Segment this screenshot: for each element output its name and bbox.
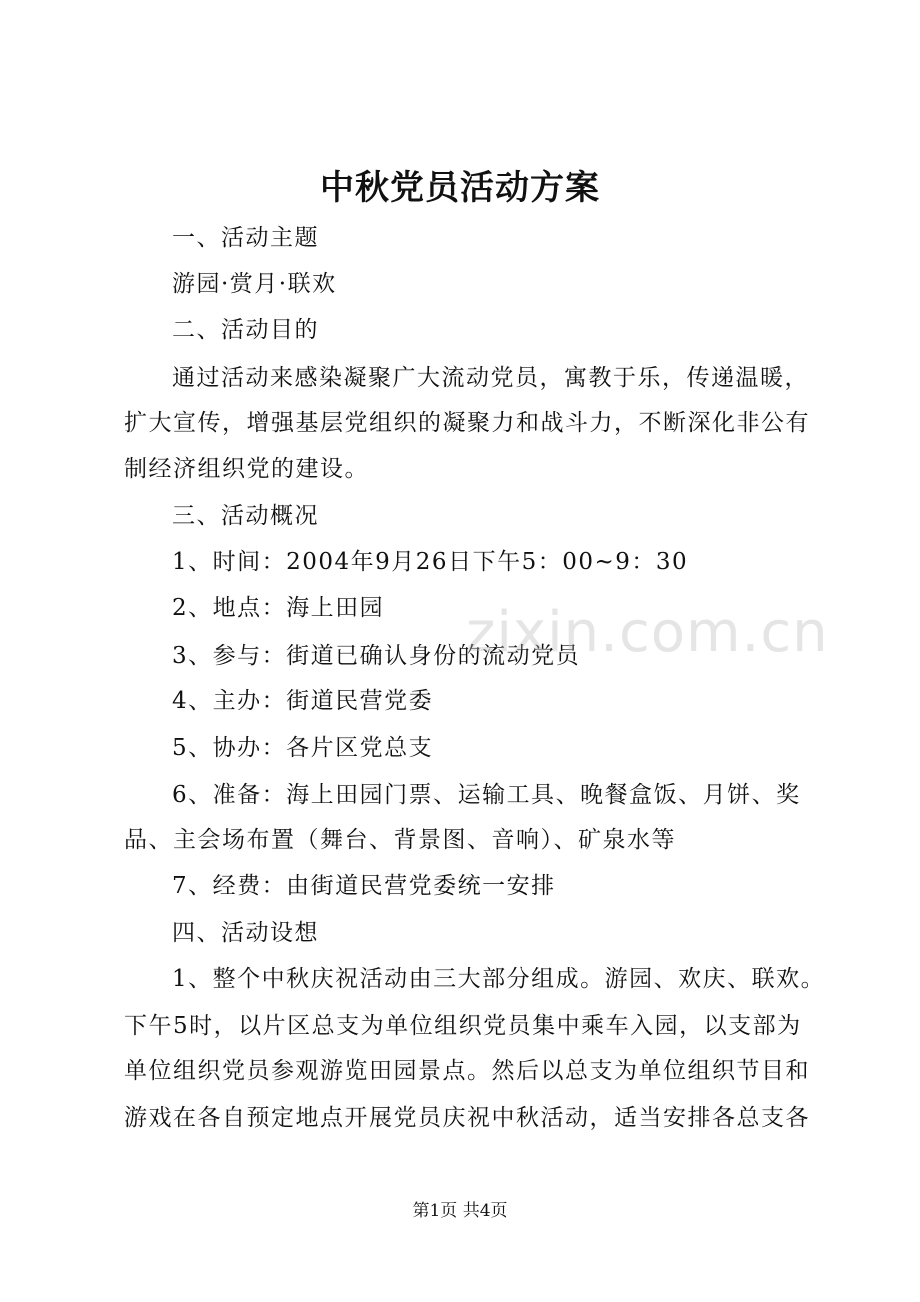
paragraph-line: 扩大宣传，增强基层党组织的凝聚力和战斗力，不断深化非公有 [124,410,810,436]
list-item: 3、参与：街道已确认身份的流动党员 [172,643,581,669]
list-item: 7、经费：由街道民营党委统一安排 [172,873,556,899]
heading-2: 二、活动目的 [172,317,319,343]
paragraph-line: 制经济组织党的建设。 [124,456,369,482]
paragraph-line: 下午5时，以片区总支为单位组织党员集中乘车入园，以支部为 [124,1013,802,1039]
list-item: 6、准备：海上田园门票、运输工具、晚餐盒饭、月饼、奖 [172,782,801,808]
list-item: 4、主办：街道民营党委 [172,688,434,714]
list-item: 2、地点：海上田园 [172,595,385,621]
list-item: 5、协办：各片区党总支 [172,735,434,761]
list-item-continuation: 品、主会场布置（舞台、背景图、音响）、矿泉水等 [124,827,676,853]
page-footer: 第1页 共4页 [412,1201,508,1221]
paragraph-line: 单位组织党员参观游览田园景点。然后以总支为单位组织节目和 [124,1058,810,1084]
paragraph-line: 通过活动来感染凝聚广大流动党员，寓教于乐，传递温暖， [172,365,809,391]
watermark: zixin.com.cn [466,600,829,665]
paragraph-line: 游戏在各自预定地点开展党员庆祝中秋活动，适当安排各总支各 [124,1105,810,1131]
heading-3: 三、活动概况 [172,503,319,529]
heading-4: 四、活动设想 [172,920,319,946]
paragraph-line: 1、整个中秋庆祝活动由三大部分组成。游园、欢庆、联欢。 [172,966,826,992]
heading-1: 一、活动主题 [172,225,319,251]
page-title: 中秋党员活动方案 [320,168,600,208]
list-item: 1、时间：2004年9月26日下午5：00~9：30 [172,549,689,575]
paragraph-line: 游园·赏月·联欢 [172,271,337,297]
